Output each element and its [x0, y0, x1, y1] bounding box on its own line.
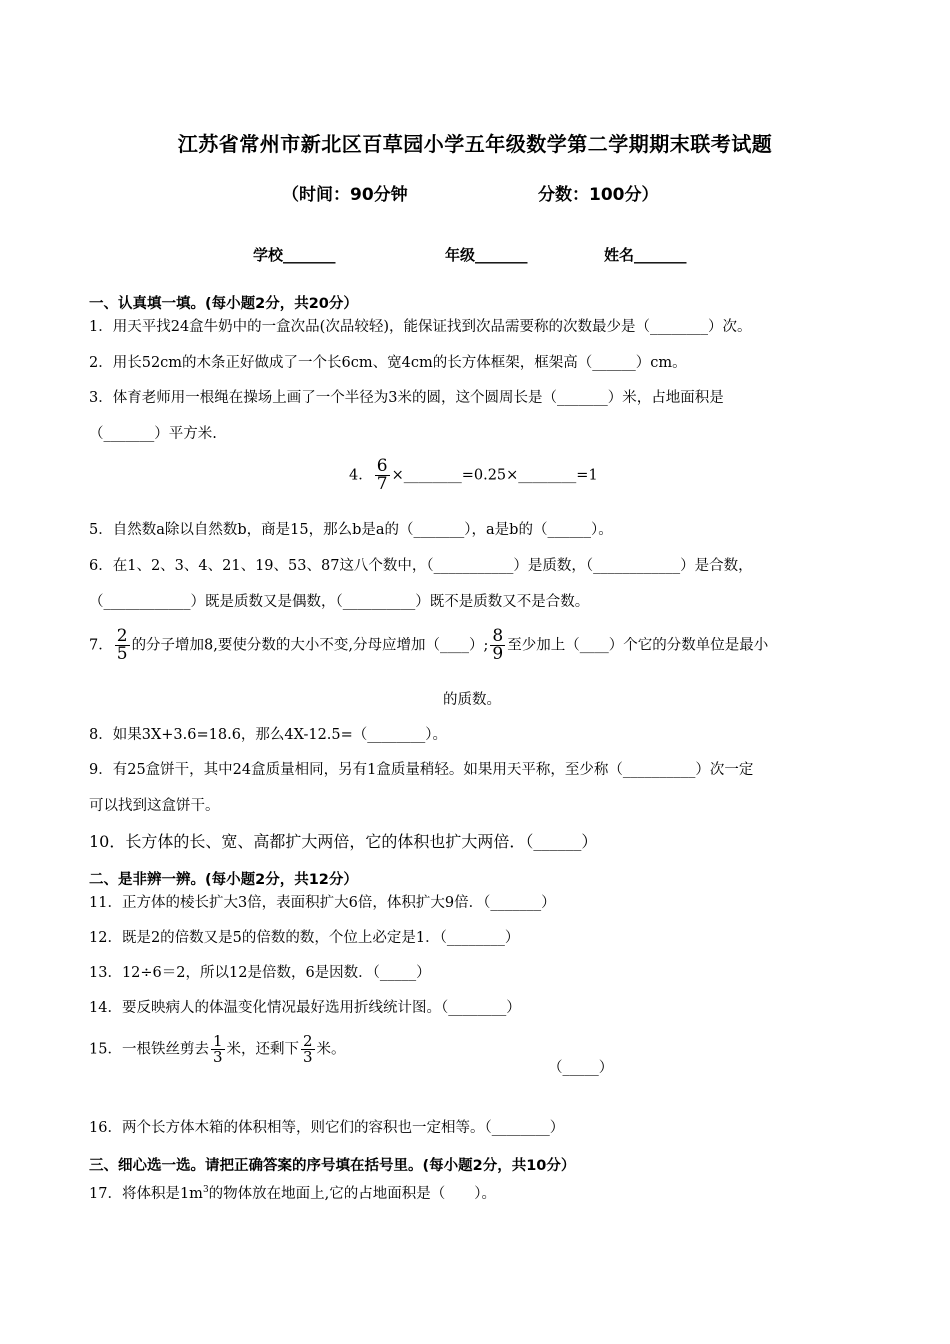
question-16: 16．两个长方体木箱的体积相等，则它们的容积也一定相等。（________） — [89, 1120, 565, 1136]
fraction-numerator: 6 — [376, 456, 388, 476]
section-3-heading: 三、细心选一选。请把正确答案的序号填在括号里。(每小题2分，共10分） — [89, 1158, 576, 1174]
question-6-line1: 6．在1、2、3、4、21、19、53、87这八个数中，（___________）是质数，（____________）是合数， — [89, 558, 753, 574]
question-7-line2: 的质数。 — [443, 692, 501, 708]
question-9-line1: 9．有25盒饼干，其中24盒质量相同，另有1盒质量稍轻。如果用天平称，至少称（__________）次一定 — [89, 762, 754, 778]
question-4 — [349, 458, 598, 493]
grade-field: 年级_______ — [445, 246, 528, 264]
question-4-text: ×________=0.25×________=1 — [391, 467, 598, 484]
fraction-numerator: 8 — [492, 626, 504, 646]
question-15-text: 15．一根铁丝剪去 — [89, 1041, 209, 1058]
question-11: 11．正方体的棱长扩大3倍，表面积扩大6倍，体积扩大9倍．（_______） — [89, 895, 556, 911]
fraction-numerator: 1 — [212, 1032, 223, 1050]
fraction-2-5 — [115, 628, 130, 663]
question-3-line2: （_______）平方米. — [89, 426, 217, 442]
fraction-denominator: 3 — [303, 1048, 313, 1066]
question-6-line2: （____________）既是质数又是偶数，（__________）既不是质数又不是合数。 — [89, 594, 590, 610]
question-7-text-end: 至少加上（____）个它的分数单位是最小 — [507, 637, 769, 654]
fraction-denominator: 7 — [376, 474, 388, 494]
question-10: 10．长方体的长、宽、高都扩大两倍，它的体积也扩大两倍．（______） — [89, 832, 598, 851]
exam-time: （时间：90分钟 — [282, 185, 408, 205]
question-4-number: 4． — [349, 467, 373, 484]
question-15-answer-blank: （_____） — [548, 1060, 614, 1076]
fraction-numerator: 2 — [116, 626, 128, 646]
fraction-denominator: 5 — [116, 644, 128, 664]
question-13: 13．12÷6＝2，所以12是倍数，6是因数．（_____） — [89, 965, 431, 981]
fraction-8-9 — [490, 628, 505, 663]
fraction-1-3 — [211, 1034, 225, 1065]
question-2: 2．用长52cm的木条正好做成了一个长6cm、宽4cm的长方体框架，框架高（______）cm。 — [89, 355, 687, 371]
fraction-numerator: 2 — [303, 1032, 313, 1050]
question-14: 14．要反映病人的体温变化情况最好选用折线统计图。（________） — [89, 1000, 521, 1016]
section-1-heading: 一、认真填一填。(每小题2分，共20分） — [89, 296, 358, 312]
question-9-line2: 可以找到这盒饼干。 — [89, 798, 220, 814]
section-2-heading: 二、是非辨一辨。(每小题2分，共12分） — [89, 872, 358, 888]
superscript: 3 — [202, 1185, 209, 1195]
page-title: 江苏省常州市新北区百草园小学五年级数学第二学期期末联考试题 — [177, 132, 773, 156]
question-7 — [89, 628, 768, 663]
fraction-2-3 — [301, 1034, 315, 1065]
fraction-6-7 — [375, 458, 390, 493]
question-1: 1．用天平找24盒牛奶中的一盒次品(次品较轻)，能保证找到次品需要称的次数最少是（________）次。 — [89, 319, 752, 335]
question-7-text: 的分子增加8,要使分数的大小不变,分母应增加（____）; — [131, 637, 489, 654]
exam-score: 分数：100分） — [538, 185, 659, 205]
question-5: 5．自然数a除以自然数b，商是15，那么b是a的（_______），a是b的（______）。 — [89, 522, 613, 538]
question-15-text-end: 米。 — [316, 1041, 346, 1058]
question-8: 8．如果3X+3.6=18.6，那么4X-12.5=（________）。 — [89, 727, 448, 743]
question-7-number: 7． — [89, 637, 113, 654]
question-17-text: 17．将体积是1m — [89, 1185, 203, 1202]
school-field: 学校_______ — [253, 246, 336, 264]
question-17 — [89, 1180, 496, 1204]
question-15 — [89, 1034, 346, 1065]
fraction-denominator: 9 — [492, 644, 504, 664]
question-17-text-end: 的物体放在地面上,它的占地面积是（ ）。 — [208, 1185, 497, 1202]
question-3-line1: 3．体育老师用一根绳在操场上画了一个半径为3米的圆，这个圆周长是（_______）米，占地面积是 — [89, 390, 724, 406]
fraction-denominator: 3 — [212, 1048, 223, 1066]
name-field: 姓名_______ — [604, 246, 687, 264]
question-15-text-mid: 米，还剩下 — [226, 1041, 299, 1058]
question-12: 12．既是2的倍数又是5的倍数的数，个位上必定是1．（________） — [89, 930, 520, 946]
